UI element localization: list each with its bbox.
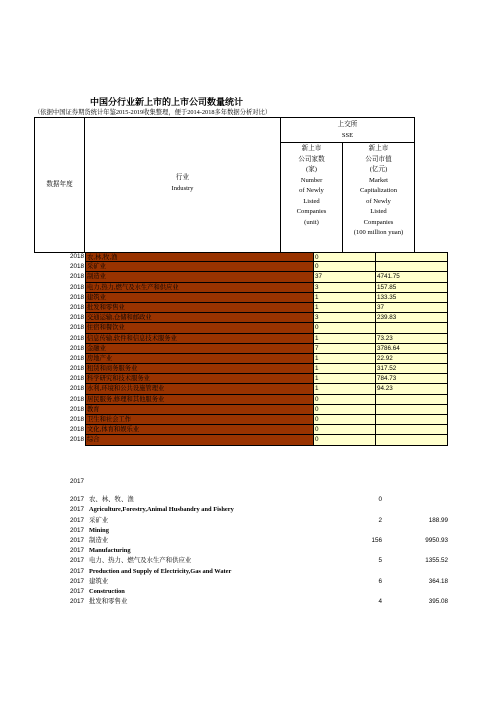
row-year: 2017 xyxy=(69,598,84,606)
row-industry: 制造业 xyxy=(89,536,109,544)
row-value xyxy=(376,262,448,272)
row-industry: 房地产业 xyxy=(85,354,314,364)
table-2018 xyxy=(34,252,414,446)
row-value: 157.85 xyxy=(376,283,448,293)
row-value: 395.08 xyxy=(428,598,448,606)
table-row xyxy=(34,303,414,313)
row-count: 6 xyxy=(378,577,382,585)
list-item xyxy=(34,587,414,597)
table-row xyxy=(34,344,414,354)
header-value-label xyxy=(343,144,414,239)
row-industry: Mining xyxy=(89,526,109,534)
row-value xyxy=(376,405,448,415)
list-item xyxy=(34,477,414,495)
table-row xyxy=(34,323,414,333)
row-count: 1 xyxy=(314,374,376,384)
row-year: 2018 xyxy=(69,416,84,423)
row-year: 2018 xyxy=(69,365,84,373)
row-count: 1 xyxy=(314,364,376,374)
list-item xyxy=(34,536,448,546)
table-row xyxy=(34,405,414,415)
row-industry: Agriculture,Forestry,Animal Husbandry and Fishery xyxy=(89,506,234,514)
header-exchange-label: 上交所 SSE xyxy=(337,121,358,139)
header-line: (unit) xyxy=(304,218,319,226)
row-industry: 教育 xyxy=(85,405,314,415)
row-year: 2018 xyxy=(69,283,84,291)
row-year: 2017 xyxy=(69,478,84,485)
table-row xyxy=(34,252,414,262)
row-industry: 水利,环境和公共设施管理业 xyxy=(85,384,314,394)
header-count-label xyxy=(281,144,342,228)
page-subtitle: （依据中国证券期货统计年鉴2015-2019收集整理，便于2014-2018多年数据分析对比） xyxy=(34,109,272,116)
row-count: 2 xyxy=(378,516,382,524)
row-count: 0 xyxy=(314,405,376,415)
header-count-cell xyxy=(280,142,343,253)
row-industry: Production and Supply of Electricity,Gas and Water xyxy=(89,567,232,575)
header-line: 新上市 xyxy=(368,145,389,152)
row-value xyxy=(376,252,448,262)
row-industry: 综合 xyxy=(85,435,314,445)
list-item xyxy=(34,516,448,526)
row-count: 1 xyxy=(314,384,376,394)
row-industry: 建筑业 xyxy=(85,293,314,303)
row-value xyxy=(376,425,448,435)
table-row xyxy=(34,384,414,394)
row-year: 2017 xyxy=(69,516,84,524)
row-industry: 金融业 xyxy=(85,344,314,354)
list-item xyxy=(34,526,414,536)
row-industry: 电力、热力、燃气及水生产和供应业 xyxy=(89,557,192,565)
table-row xyxy=(34,374,414,384)
row-count: 1 xyxy=(314,303,376,313)
row-count: 0 xyxy=(314,425,376,435)
row-year: 2018 xyxy=(69,426,84,434)
header-line: Listed xyxy=(370,208,387,215)
row-year: 2018 xyxy=(69,303,84,311)
row-year: 2018 xyxy=(69,253,84,260)
row-industry: 制造业 xyxy=(85,272,314,282)
row-industry: 农,林,牧,渔 xyxy=(85,252,314,262)
header-line: Capitalization xyxy=(360,187,397,194)
table-row xyxy=(34,272,414,282)
row-industry: 科学研究和技术服务业 xyxy=(85,374,314,384)
row-industry: 文化,体育和娱乐业 xyxy=(85,425,314,435)
header-value-cell xyxy=(342,142,415,253)
header-line: Listed xyxy=(303,197,320,205)
row-year: 2018 xyxy=(69,436,84,444)
row-value: 37 xyxy=(376,303,448,313)
row-value xyxy=(376,395,448,405)
row-year: 2018 xyxy=(69,334,84,342)
table-row xyxy=(34,293,414,303)
row-industry: 居民服务,修理和其他服务业 xyxy=(85,395,314,405)
header-industry-cell xyxy=(84,117,281,253)
header-line: Companies xyxy=(296,208,327,215)
row-value: 22.92 xyxy=(376,354,448,364)
table-row xyxy=(34,283,414,293)
header-line: (100 million yuan) xyxy=(353,229,404,236)
page-title: 中国分行业新上市的上市公司数量统计 xyxy=(90,97,244,107)
row-industry: 租赁和商务服务业 xyxy=(85,364,314,374)
row-value: 188.99 xyxy=(428,516,448,524)
header-line: 公司家数 xyxy=(298,155,325,163)
row-value: 133.35 xyxy=(376,293,448,303)
row-industry: 批发和零售业 xyxy=(85,303,314,313)
row-year: 2017 xyxy=(69,587,84,595)
row-count: 0 xyxy=(314,262,376,272)
row-count: 0 xyxy=(314,395,376,405)
table-row xyxy=(34,364,414,374)
row-count: 0 xyxy=(378,496,382,504)
row-value: 9950.93 xyxy=(425,536,448,544)
row-industry: 农、林、牧、渔 xyxy=(89,496,134,504)
row-year: 2017 xyxy=(69,526,84,534)
row-value: 1355.52 xyxy=(425,557,448,565)
table-row xyxy=(34,334,414,344)
row-value: 73.23 xyxy=(376,334,448,344)
row-count: 37 xyxy=(314,272,376,282)
list-item xyxy=(34,577,448,587)
row-industry: 采矿业 xyxy=(89,516,109,524)
row-industry: 电力,热力,燃气及水生产和供应业 xyxy=(85,283,314,293)
header-line: 公司市值 xyxy=(365,155,392,163)
row-year: 2018 xyxy=(69,344,84,352)
list-item xyxy=(34,556,448,566)
header-year-cell xyxy=(34,117,85,253)
header-line: 新上市 xyxy=(301,145,322,152)
row-year: 2017 xyxy=(69,577,84,585)
row-industry: 信息传输,软件和信息技术服务业 xyxy=(85,334,314,344)
row-count: 1 xyxy=(314,293,376,303)
row-year: 2017 xyxy=(69,567,84,575)
row-value xyxy=(376,323,448,333)
row-year: 2017 xyxy=(69,496,84,504)
row-value: 317.52 xyxy=(376,364,448,374)
header-line: of Newly xyxy=(366,197,391,205)
table-row xyxy=(34,435,414,445)
row-count: 7 xyxy=(314,344,376,354)
row-year: 2018 xyxy=(69,395,84,403)
row-count: 156 xyxy=(371,536,382,544)
row-value: 364.18 xyxy=(428,577,448,585)
table-row xyxy=(34,415,414,425)
row-count: 3 xyxy=(314,283,376,293)
table-row xyxy=(34,395,414,405)
row-value: 784.73 xyxy=(376,374,448,384)
header-line: (家) xyxy=(306,166,317,173)
row-count: 0 xyxy=(314,252,376,262)
row-year: 2017 xyxy=(69,536,84,544)
row-value: 4741.75 xyxy=(376,272,448,282)
row-year: 2018 xyxy=(69,385,84,393)
list-item xyxy=(34,597,448,607)
row-year: 2017 xyxy=(69,547,84,555)
table-row xyxy=(34,262,414,272)
list-item xyxy=(34,546,414,556)
row-industry: Manufacturing xyxy=(89,547,131,555)
row-count: 0 xyxy=(314,323,376,333)
table-row xyxy=(34,354,414,364)
header-line: (亿元) xyxy=(369,166,388,173)
row-count: 3 xyxy=(314,313,376,323)
list-item xyxy=(34,495,414,505)
header-industry-label: 行业 Industry xyxy=(171,174,194,192)
table-2017 xyxy=(34,477,448,607)
row-industry: 采矿业 xyxy=(85,262,314,272)
row-value: 239.83 xyxy=(376,313,448,323)
table-row xyxy=(34,425,414,435)
row-year: 2018 xyxy=(69,354,84,362)
header-year-label: 数据年度 xyxy=(46,181,73,188)
row-count: 0 xyxy=(314,415,376,425)
list-item xyxy=(34,567,414,577)
row-value: 94.23 xyxy=(376,384,448,394)
row-count: 1 xyxy=(314,354,376,364)
row-industry: Construction xyxy=(89,587,125,595)
header-exchange-cell xyxy=(280,117,415,143)
row-year: 2018 xyxy=(69,314,84,322)
header-line: of Newly xyxy=(299,187,324,194)
row-industry: 批发和零售业 xyxy=(89,598,128,606)
header-line: Market xyxy=(368,176,389,184)
header-line: Number xyxy=(300,176,323,184)
row-year: 2018 xyxy=(69,405,84,413)
row-year: 2018 xyxy=(69,263,84,271)
row-industry: 交通运输,仓储和邮政业 xyxy=(85,313,314,323)
row-year: 2017 xyxy=(69,506,84,514)
row-industry: 建筑业 xyxy=(89,577,109,585)
row-year: 2018 xyxy=(69,293,84,301)
table-row xyxy=(34,313,414,323)
header-line: Companies xyxy=(363,218,394,226)
row-year: 2017 xyxy=(69,557,84,565)
list-item xyxy=(34,505,414,515)
row-count: 1 xyxy=(314,334,376,344)
row-count: 5 xyxy=(378,557,382,565)
row-year: 2018 xyxy=(69,324,84,332)
row-year: 2018 xyxy=(69,273,84,281)
row-count: 4 xyxy=(378,598,382,606)
row-count: 0 xyxy=(314,435,376,445)
row-industry: 卫生和社会工作 xyxy=(85,415,314,425)
row-value xyxy=(376,415,448,425)
row-industry: 住宿和餐饮业 xyxy=(85,323,314,333)
row-year: 2018 xyxy=(69,375,84,383)
row-value xyxy=(376,435,448,445)
row-value: 3786.64 xyxy=(376,344,448,354)
